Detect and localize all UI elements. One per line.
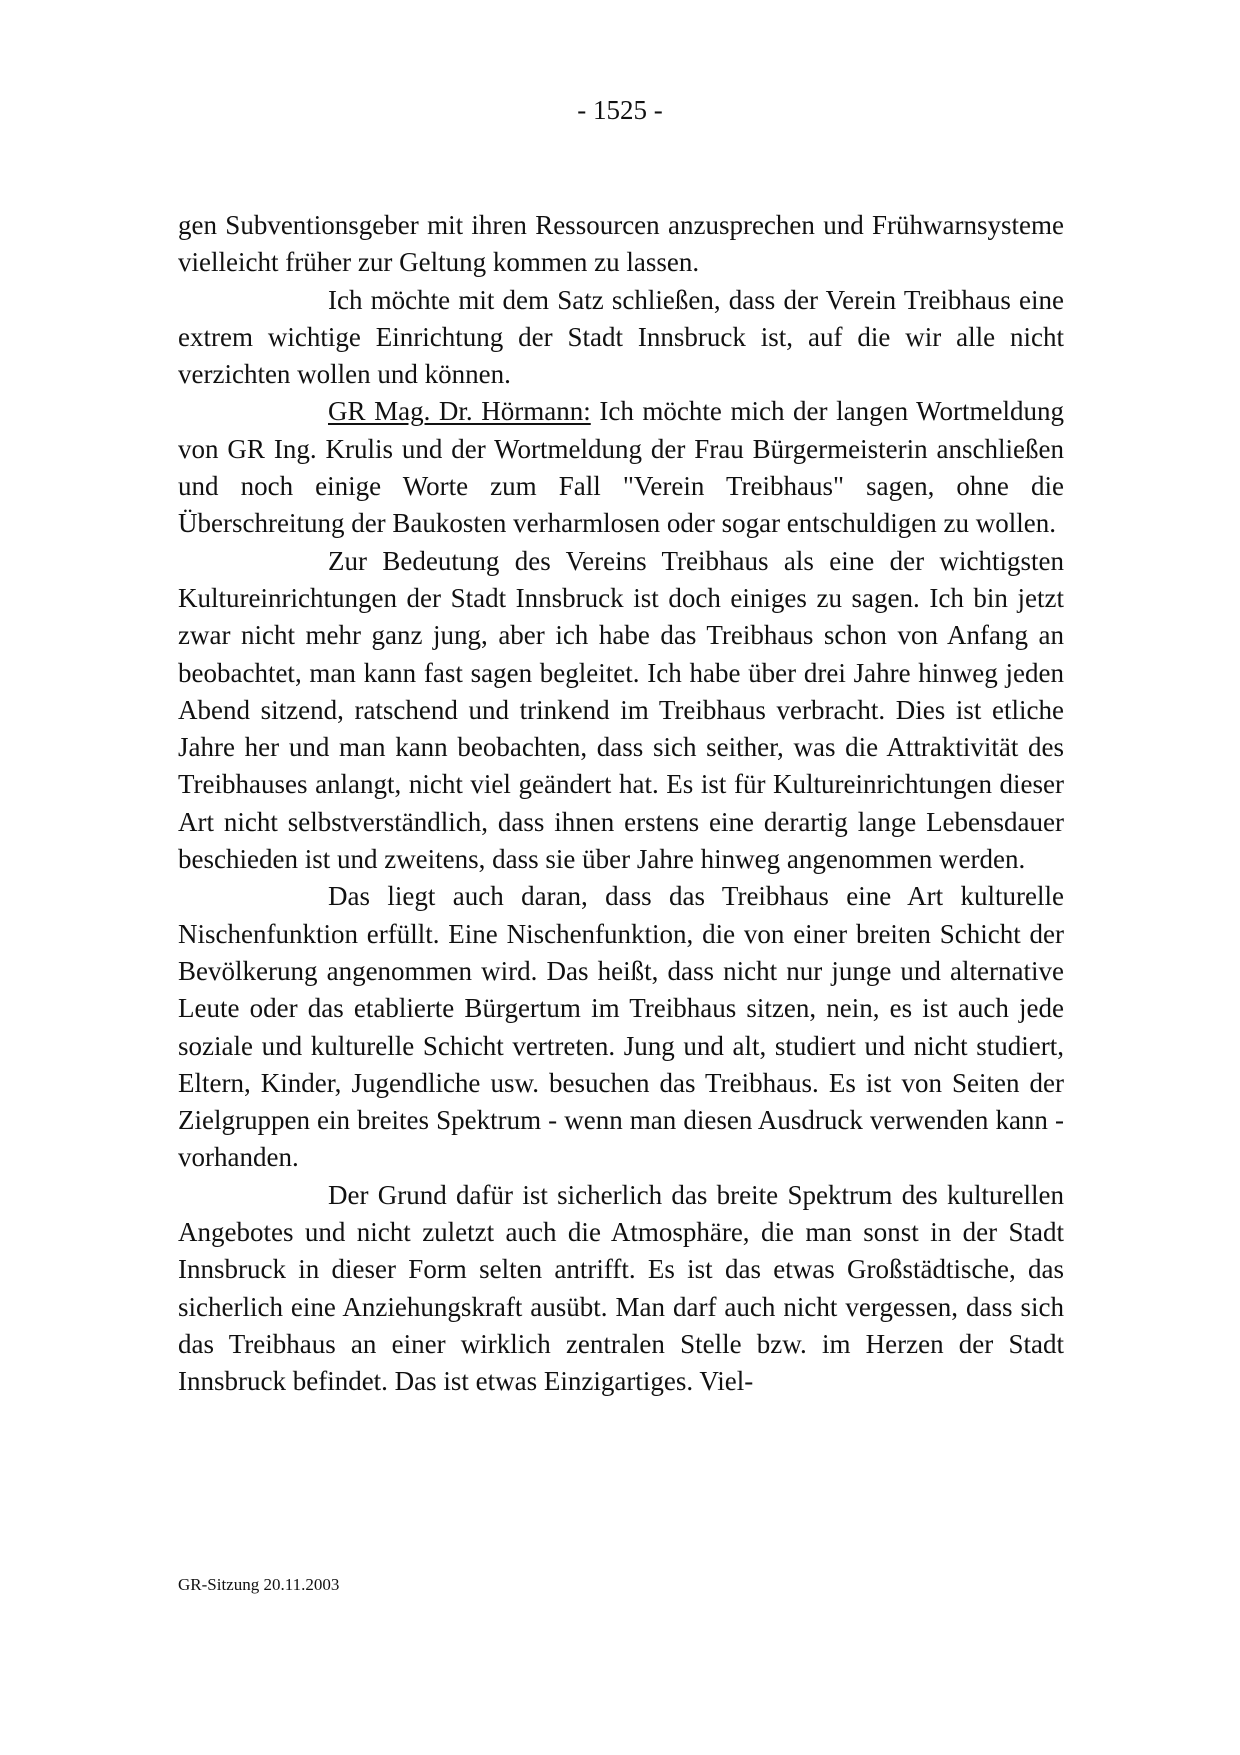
paragraph: Zur Bedeutung des Vereins Treibhaus als eine der wichtigsten Kultureinrichtungen der Stadt Innsbruck ist doch einiges zu sagen. Ich bin jetzt zwar nicht mehr ganz jung, aber ich habe das Treibhaus schon von Anfang an beobachtet, man kann fast sagen begleitet. Ich habe über drei Jahre hinweg jeden Abend sitzend, ratschend und trinkend im Treibhaus verbracht. Dies ist etliche Jahre her und man kann beobachten, dass sich seither, was die Attraktivität des Treibhauses anlangt, nicht viel geändert hat. Es ist für Kultureinrichtungen dieser Art nicht selbstverständlich, dass ihnen erstens eine derartig lange Lebensdauer beschieden ist und zweitens, dass sie über Jahre hinweg angenommen werden. — [178, 545, 1064, 875]
paragraph: Der Grund dafür ist sicherlich das breite Spektrum des kulturellen Angebotes und nicht zuletzt auch die Atmosphäre, die man sonst in der Stadt Innsbruck in dieser Form selten antrifft. Es ist das etwas Großstädtische, das sicherlich eine Anziehungskraft ausübt. Man darf auch nicht vergessen, dass sich das Treibhaus an einer wirklich zentralen Stelle bzw. im Herzen der Stadt Innsbruck befindet. Das ist etwas Einzigartiges. Viel- — [178, 1179, 1064, 1397]
document-body — [178, 207, 1064, 1401]
speaker-text: Ich möchte mich der langen Wortmeldung von GR Ing. Krulis und der Wortmeldung der Frau Bürgermeisterin anschließen und noch einige Worte zum Fall "Verein Treibhaus" sagen, ohne die Überschreitung der Baukosten verharmlosen oder sogar entschuldigen zu wollen. — [178, 396, 1064, 539]
paragraph-continuation: gen Subventionsgeber mit ihren Ressourcen anzusprechen und Frühwarnsysteme vielleicht früher zur Geltung kommen zu lassen. — [178, 210, 1064, 278]
footer-session-date: GR-Sitzung 20.11.2003 — [178, 1575, 340, 1594]
paragraph-speaker-turn — [178, 393, 1064, 542]
page-number: - 1525 - — [577, 95, 663, 125]
paragraph: Das liegt auch daran, dass das Treibhaus eine Art kulturelle Nischenfunktion erfüllt. Eine Nischenfunktion, die von einer breiten Schicht der Bevölkerung angenommen wird. Das heißt, dass nicht nur junge und alternative Leute oder das etablierte Bürgertum im Treibhaus sitzen, nein, es ist auch jede soziale und kulturelle Schicht vertreten. Jung und alt, studiert und nicht studiert, Eltern, Kinder, Jugendliche usw. besuchen das Treibhaus. Es ist von Seiten der Zielgruppen ein breites Spektrum - wenn man diesen Ausdruck verwenden kann - vorhanden. — [178, 881, 1064, 1173]
speaker-name: GR Mag. Dr. Hörmann: — [328, 396, 591, 427]
paragraph: Ich möchte mit dem Satz schließen, dass der Verein Treibhaus eine extrem wichtige Einrichtung der Stadt Innsbruck ist, auf die wir alle nicht verzichten wollen und können. — [178, 284, 1064, 390]
